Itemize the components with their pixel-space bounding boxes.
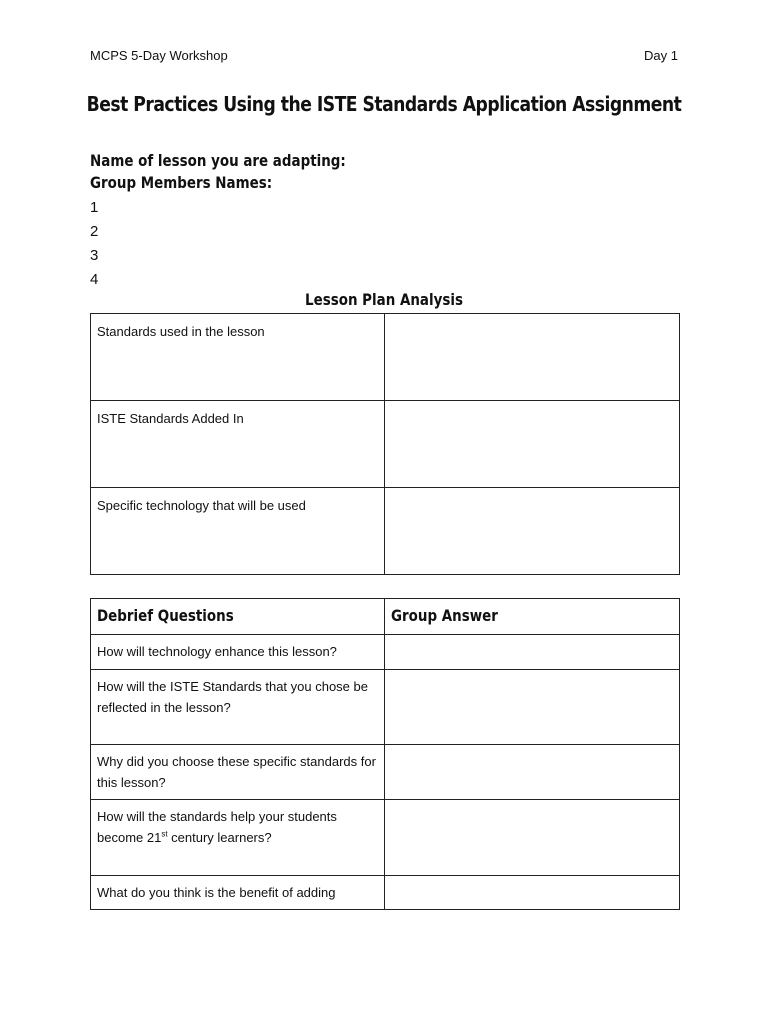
analysis-answer-cell[interactable]: [385, 314, 680, 401]
debrief-answer-cell[interactable]: [385, 670, 680, 745]
analysis-label: Specific technology that will be used: [91, 488, 385, 575]
debrief-question: [91, 800, 385, 876]
question-text: How will the standards help your students become 21: [97, 809, 337, 845]
table-row: [91, 488, 680, 575]
table-row: [91, 314, 680, 401]
page-title: Best Practices Using the ISTE Standards Application Assignment: [86, 92, 682, 116]
group-members-label: Group Members Names:: [90, 173, 273, 192]
member-number: 4: [90, 271, 99, 288]
lesson-name-label: Name of lesson you are adapting:: [90, 151, 346, 170]
lesson-plan-analysis-title: Lesson Plan Analysis: [305, 290, 463, 309]
debrief-question: Why did you choose these specific standards for this lesson?: [91, 745, 385, 800]
debrief-question: How will the ISTE Standards that you chose be reflected in the lesson?: [91, 670, 385, 745]
debrief-answer-cell[interactable]: [385, 635, 680, 670]
table-header-row: [91, 599, 680, 635]
header-label: Group Answer: [391, 606, 498, 625]
member-number: 3: [90, 247, 99, 264]
header-workshop-name: MCPS 5-Day Workshop: [90, 48, 228, 63]
analysis-answer-cell[interactable]: [385, 401, 680, 488]
table-row: [91, 401, 680, 488]
debrief-table: [90, 598, 680, 910]
lesson-plan-analysis-table: [90, 313, 680, 575]
table-row: [91, 745, 680, 800]
table-row: [91, 876, 680, 910]
debrief-answer-cell[interactable]: [385, 876, 680, 910]
lesson-info: [90, 150, 346, 194]
question-text: century learners?: [167, 830, 272, 845]
group-answer-header: [385, 599, 680, 635]
table-row: [91, 800, 680, 876]
group-members-list: [90, 196, 98, 292]
analysis-label: Standards used in the lesson: [91, 314, 385, 401]
member-number: 1: [90, 199, 99, 216]
table-row: [91, 670, 680, 745]
debrief-questions-header: [91, 599, 385, 635]
debrief-question: How will technology enhance this lesson?: [91, 635, 385, 670]
debrief-answer-cell[interactable]: [385, 745, 680, 800]
table-row: [91, 635, 680, 670]
debrief-answer-cell[interactable]: [385, 800, 680, 876]
header-day-label: Day 1: [644, 48, 678, 63]
analysis-answer-cell[interactable]: [385, 488, 680, 575]
analysis-label: ISTE Standards Added In: [91, 401, 385, 488]
header-label: Debrief Questions: [97, 606, 234, 625]
debrief-question: What do you think is the benefit of adding: [91, 876, 385, 910]
member-number: 2: [90, 223, 99, 240]
ordinal-suffix: st: [161, 829, 168, 839]
